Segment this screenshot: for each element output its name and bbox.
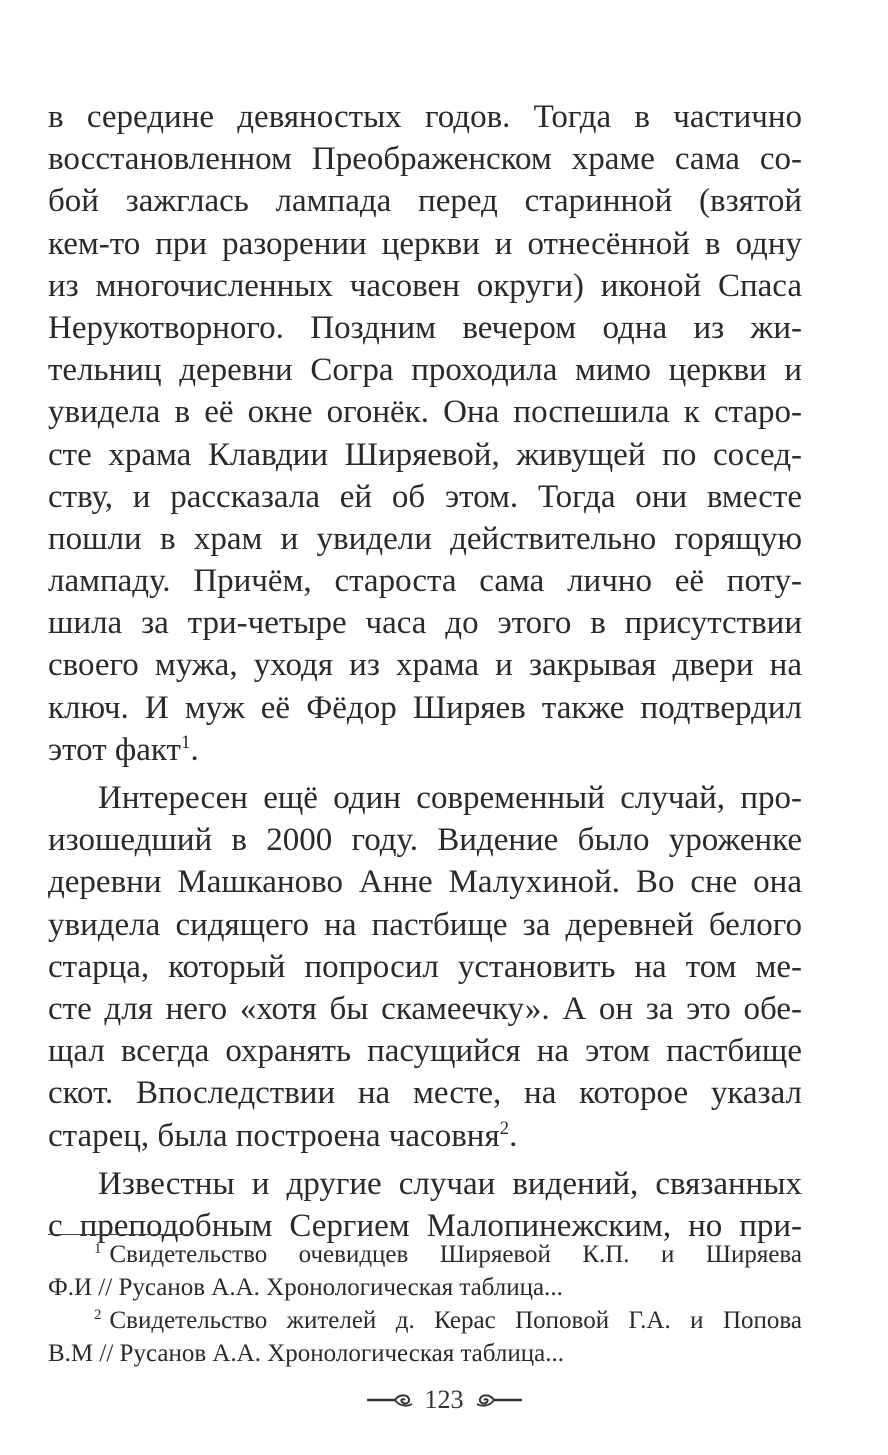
text-line: увидела сидящего на пастбище за деревней белого — [48, 906, 802, 943]
left-ornament-icon — [365, 1390, 415, 1410]
text-line: шила за три-четыре часа до этого в присутствии — [48, 605, 802, 642]
text-line: увидела в её окне огонёк. Она поспешила к старо- — [48, 394, 802, 431]
footnote-text: Свидетельство очевидцев Ширяевой К.П. и Ширяева — [109, 1241, 802, 1268]
footnote-divider — [48, 1234, 188, 1235]
text-line: восстановленном Преображенском храме сама со- — [48, 141, 802, 178]
text-fragment: этот факт — [48, 731, 181, 768]
text-line-last: этот факт$^1$. — [48, 731, 199, 768]
text-fragment: старец, была построена часовня — [48, 1117, 500, 1154]
footnote-marker: 1 — [94, 1240, 102, 1257]
text-line: деревни Машканово Анне Малухиной. Во сне она — [48, 864, 802, 901]
text-line: с преподобным Сергием Малопинежским, но при- — [48, 1207, 802, 1244]
text-line: своего мужа, уходя из храма и закрывая двери на — [48, 647, 802, 684]
text-line: ключ. И муж её Фёдор Ширяев также подтвердил — [48, 689, 802, 726]
text-line: сте храма Клавдии Ширяевой, живущей по сосед- — [48, 436, 802, 473]
text-line: из многочисленных часовен округи) иконой Спаса — [48, 267, 802, 304]
paragraph-1 — [48, 96, 802, 771]
footnote-line: Ф.И // Русанов А.А. Хронологическая таблица... — [48, 1274, 563, 1301]
footnote-ref-1[interactable]: 1 — [180, 731, 191, 753]
footnote-2 — [48, 1304, 802, 1370]
footnote-1 — [48, 1238, 802, 1304]
footnote-ref-2[interactable]: 2 — [499, 1117, 510, 1139]
text-line: Нерукотворного. Поздним вечером одна из жи- — [48, 309, 802, 346]
text-line: пошли в храм и увидели действительно горящую — [48, 520, 802, 557]
text-line: бой зажглась лампада перед старинной (взятой — [48, 183, 802, 220]
page-number: 123 — [424, 1385, 464, 1414]
footnote-text: Свидетельство жителей д. Керас Поповой Г.А. и Попова — [109, 1307, 802, 1334]
text-line: кем-то при разорении церкви и отнесённой в одну — [48, 225, 802, 262]
text-line: щал всегда охранять пасущийся на этом пастбище — [48, 1033, 802, 1070]
paragraph-2 — [48, 777, 802, 1157]
right-ornament-icon — [474, 1390, 524, 1410]
text-line: лампаду. Причём, староста сама лично её поту- — [48, 563, 802, 600]
footnote-line — [48, 1238, 802, 1271]
text-line: тельниц деревни Согра проходила мимо церкви и — [48, 352, 802, 389]
text-line: Интересен ещё один современный случай, про- — [98, 780, 802, 816]
text-line: Известны и другие случаи видений, связанных — [98, 1165, 802, 1202]
footnote-marker: 2 — [94, 1306, 102, 1323]
footnote-line: В.М // Русанов А.А. Хронологическая таблица... — [48, 1340, 564, 1367]
footnotes — [48, 1238, 802, 1370]
footnote-line — [48, 1304, 802, 1337]
text-line: изошедший в 2000 году. Видение было уроженке — [48, 822, 802, 859]
text-line-last: старец, была построена часовня$^2$. — [48, 1117, 518, 1154]
text-line: в середине девяностых годов. Тогда в частично — [48, 99, 802, 135]
text-line: скот. Впоследствии на месте, на которое указал — [48, 1075, 802, 1112]
text-line: старца, который попросил установить на том ме- — [48, 948, 802, 985]
page-body — [48, 96, 802, 1247]
text-line: сте для него «хотя бы скамеечку». А он за это обе- — [48, 990, 802, 1027]
text-line: ству, и рассказала ей об этом. Тогда они вместе — [48, 478, 802, 515]
page-footer — [0, 1385, 888, 1415]
